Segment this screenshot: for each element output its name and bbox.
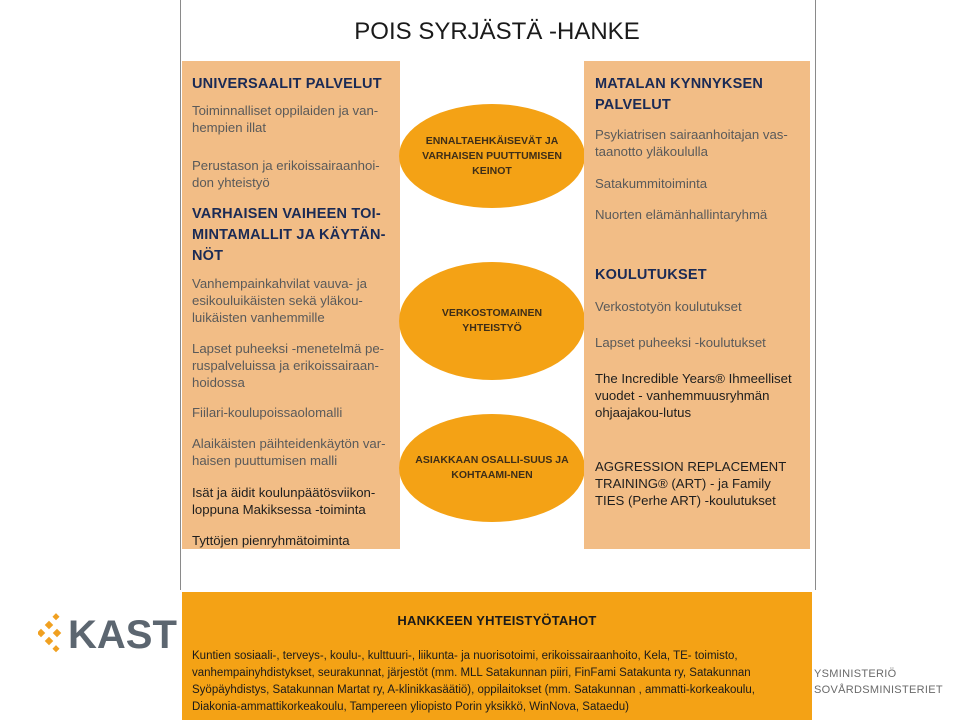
ellipse-label: ENNALTAEHKÄISEVÄT JA VARHAISEN PUUTTUMISEN KEINOT bbox=[422, 134, 562, 177]
early-stage-heading: VARHAISEN VAIHEEN TOI-MINTAMALLIT JA KÄYTÄN-NÖT bbox=[192, 206, 386, 264]
right-item: Psykiatrisen sairaanhoitajan vas-taanotto yläkoululla bbox=[595, 127, 788, 159]
left-item: Isät ja äidit koulunpäätösviikon-loppuna Makiksessa -toiminta bbox=[192, 485, 376, 517]
ministry-logo-line2: SOVÅRDSMINISTERIET bbox=[814, 684, 943, 696]
right-item: Nuorten elämänhallintaryhmä bbox=[595, 207, 768, 222]
left-item: Perustason ja erikoissairaanhoi-don yhteistyö bbox=[192, 158, 380, 190]
right-item: Lapset puheeksi -koulutukset bbox=[595, 335, 766, 350]
cooperation-heading: HANKKEEN YHTEISTYÖTAHOT bbox=[397, 613, 597, 628]
cooperation-text: Kuntien sosiaali-, terveys-, koulu-, kulttuuri-, liikunta- ja nuorisotoimi, erikoissairaanhoito, Kela, TE- toimisto, vanhempainyhdistykset, seurakunnat, järjestöt (mm. MLL Satakunnan piiri, FinFami Satakunta ry, Satakunnan Syöpäyhdistys, Satakunnan Martat ry, A-klinikkasäätiö), oppilaitokset (mm. Satakunnan , ammatti-korkeakoulu, Diakonia-ammattikorkeakoulu, Tampereen yliopisto Porin yksikkö, WinNova, Sataedu) bbox=[192, 650, 755, 713]
kaste-logo-text: KAST bbox=[68, 613, 177, 657]
right-item: The Incredible Years® Ihmeelliset vuodet - vanhemmuusryhmän ohjaajakou-lutus bbox=[595, 371, 792, 420]
right-item: AGGRESSION REPLACEMENT TRAINING® (ART) - ja Family TIES (Perhe ART) -koulutukset bbox=[595, 459, 787, 508]
low-threshold-heading: MATALAN KYNNYKSEN PALVELUT bbox=[595, 76, 763, 113]
ellipse-prevention bbox=[399, 104, 585, 208]
left-item: Toiminnalliset oppilaiden ja van-hempien illat bbox=[192, 103, 379, 135]
left-item: Alaikäisten päihteidenkäytön var-haisen puuttumisen malli bbox=[192, 436, 386, 468]
ellipse-client-participation bbox=[399, 414, 585, 522]
left-item: Vanhempainkahvilat vauva- ja esikouluikäisten sekä yläkou-luikäisten vanhemmille bbox=[192, 276, 367, 325]
universal-services-heading: UNIVERSAALIT PALVELUT bbox=[192, 76, 382, 92]
left-item: Fiilari-koulupoissaolomalli bbox=[192, 405, 343, 420]
kaste-logo bbox=[38, 608, 180, 668]
ellipse-label: VERKOSTOMAINEN YHTEISTYÖ bbox=[441, 307, 543, 334]
right-item: Verkostotyön koulutukset bbox=[595, 299, 742, 314]
page-title: POIS SYRJÄSTÄ -HANKE bbox=[354, 18, 640, 45]
left-item: Tyttöjen pienryhmätoiminta bbox=[192, 533, 350, 548]
ministry-logo-line1: YSMINISTERIÖ bbox=[814, 668, 897, 680]
trainings-heading: KOULUTUKSET bbox=[595, 267, 707, 283]
ellipse-network-cooperation bbox=[399, 262, 585, 380]
left-item: Lapset puheeksi -menetelmä pe-ruspalveluissa ja erikoissairaan-hoidossa bbox=[192, 341, 385, 390]
right-item: Satakummitoiminta bbox=[595, 176, 708, 191]
ellipse-label: ASIAKKAAN OSALLI-SUUS JA KOHTAAMI-NEN bbox=[415, 454, 569, 481]
